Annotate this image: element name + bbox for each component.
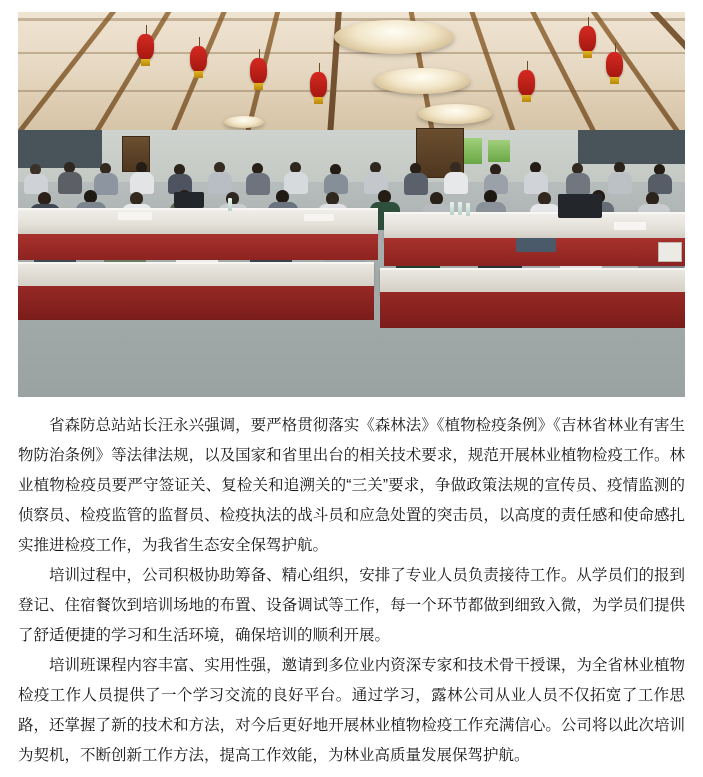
person-body	[58, 172, 82, 194]
article-paragraph: 省森防总站站长汪永兴强调，要严格贯彻落实《森林法》《植物检疫条例》《吉林省林业有害生物防治条例》等法律法规，以及国家和省里出台的相关技术要求，规范开展林业植物检疫工作。林业植物检疫员要严守签证关、复检关和追溯关的“三关”要求，争做政策法规的宣传员、疫情监测的侦察员、检疫监管的监督员、检疫执法的战斗员和应急处置的突击员，以高度的责任感和使命感扎实推进检疫工作，为我省生态安全保驾护航。	[18, 417, 685, 554]
water-bottle	[458, 202, 462, 215]
laptop	[516, 238, 556, 252]
ceiling-lamp	[374, 68, 470, 94]
person-body	[608, 172, 632, 194]
person-body	[444, 172, 468, 194]
person-body	[524, 172, 548, 194]
water-bottle	[228, 198, 232, 211]
laptop	[558, 194, 602, 218]
person-body	[130, 172, 154, 194]
ceiling-lamp	[224, 116, 264, 128]
paper-document	[304, 214, 334, 221]
red-lantern	[310, 72, 327, 98]
water-bottle	[466, 203, 470, 216]
person-body	[404, 173, 428, 195]
red-lantern	[579, 26, 596, 52]
photo-canvas	[18, 12, 685, 397]
red-lantern	[606, 52, 623, 78]
person-body	[208, 172, 232, 194]
ceiling-lamp	[418, 104, 492, 124]
ceiling-panel-strip	[18, 90, 685, 92]
ceiling-panel-strip	[18, 18, 685, 21]
article-paragraph: 培训班课程内容丰富、实用性强，邀请到多位业内资深专家和技术骨干授课，为全省林业植物检疫工作人员提供了一个学习交流的良好平台。通过学习，露林公司从业人员不仅拓宽了工作思路，还掌握了新的技术和方法，对今后更好地开展林业植物检疫工作充满信心。公司将以此次培训为契机，不断创新工作方法，提高工作效能，为林业高质量发展保驾护航。	[18, 657, 685, 764]
red-lantern	[518, 70, 535, 96]
conference-desk	[380, 268, 685, 294]
name-card	[658, 242, 682, 262]
article-photo	[18, 12, 685, 397]
conference-desk	[18, 208, 378, 236]
conference-desk-front-panel	[18, 234, 378, 260]
conference-desk-front-panel	[18, 286, 374, 320]
water-bottle	[450, 202, 454, 215]
person-body	[324, 174, 348, 194]
red-lantern	[190, 46, 207, 72]
conference-desk	[18, 262, 374, 288]
article-paragraph: 培训过程中，公司积极协助筹备、精心组织，安排了专业人员负责接待工作。从学员们的报到登记、住宿餐饮到培训场地的布置、设备调试等工作，每一个环节都做到细致入微，为学员们提供了舒适便捷的学习和生活环境，确保培训的顺利开展。	[18, 567, 685, 644]
paper-document	[614, 222, 646, 230]
person-body	[648, 174, 672, 194]
red-lantern	[250, 58, 267, 84]
article-body	[18, 411, 685, 771]
person-body	[284, 172, 308, 194]
person-body	[94, 173, 118, 195]
person-body	[24, 174, 48, 194]
paper-document	[118, 212, 152, 220]
person-body	[246, 173, 270, 195]
conference-desk-front-panel	[380, 292, 685, 328]
person-body	[566, 173, 590, 195]
red-lantern	[137, 34, 154, 60]
laptop	[174, 192, 204, 208]
ceiling-lamp	[334, 20, 454, 54]
